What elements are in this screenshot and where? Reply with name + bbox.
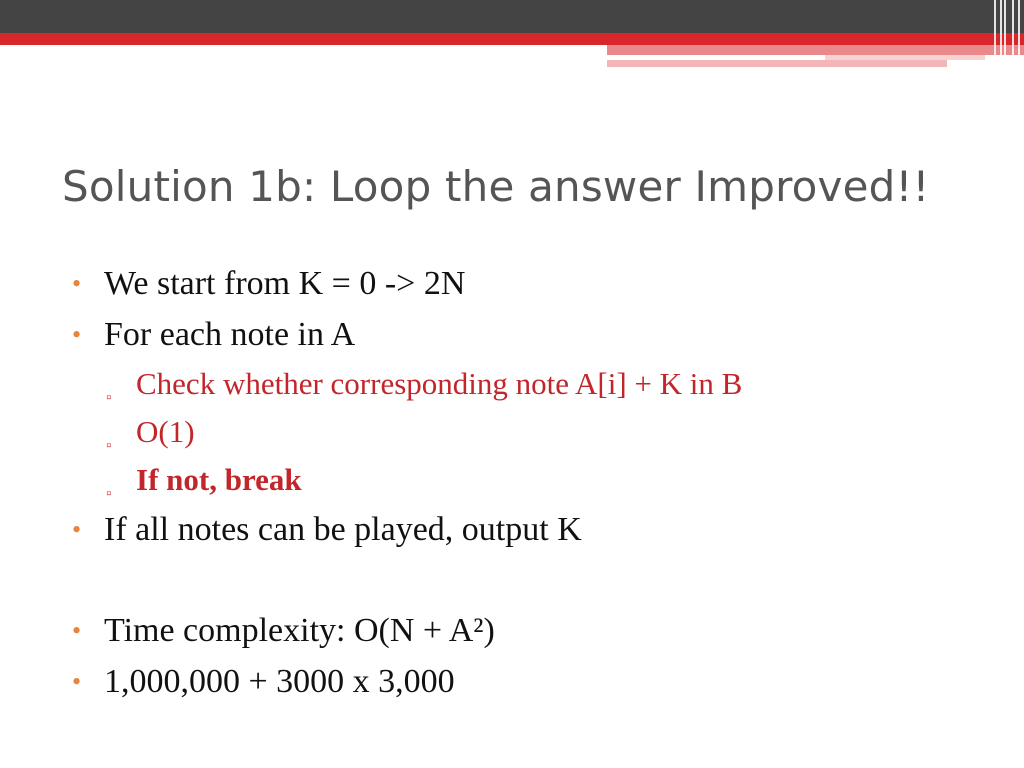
sub-bullet-square-icon: ▫ bbox=[106, 438, 112, 454]
sub-bullet-square-icon: ▫ bbox=[106, 486, 112, 502]
header-dark-bar bbox=[0, 0, 1024, 33]
sub-bullet-item bbox=[72, 408, 992, 456]
slide-title: Solution 1b: Loop the answer Improved!! bbox=[62, 162, 930, 211]
bullet-dot-icon: • bbox=[72, 320, 82, 349]
bullet-item bbox=[72, 656, 992, 707]
bullet-dot-icon: • bbox=[72, 667, 82, 696]
bullet-text: If all notes can be played, output K bbox=[104, 511, 582, 548]
header-stripes bbox=[990, 0, 1024, 70]
bullet-item bbox=[72, 258, 992, 309]
blank-line bbox=[72, 555, 992, 605]
sub-bullet-text: Check whether corresponding note A[i] + K in B bbox=[136, 366, 743, 401]
bullet-item bbox=[72, 504, 992, 555]
bullet-text: Time complexity: O(N + A²) bbox=[104, 612, 495, 649]
header-pink-bar bbox=[607, 45, 1024, 55]
bullet-text: 1,000,000 + 3000 x 3,000 bbox=[104, 663, 455, 700]
sub-bullet-item bbox=[72, 360, 992, 408]
sub-bullet-text: If not, break bbox=[136, 462, 302, 497]
bullet-dot-icon: • bbox=[72, 269, 82, 298]
sub-bullet-item bbox=[72, 456, 992, 504]
bullet-item bbox=[72, 605, 992, 656]
bullet-text: For each note in A bbox=[104, 316, 356, 353]
header-light-pink-bar bbox=[607, 60, 947, 67]
bullet-item bbox=[72, 309, 992, 360]
bullet-dot-icon: • bbox=[72, 616, 82, 645]
slide-body bbox=[72, 258, 992, 707]
header-red-bar bbox=[0, 33, 1024, 45]
sub-bullet-text: O(1) bbox=[136, 414, 195, 449]
bullet-dot-icon: • bbox=[72, 515, 82, 544]
bullet-text: We start from K = 0 -> 2N bbox=[104, 265, 466, 302]
sub-bullet-square-icon: ▫ bbox=[106, 390, 112, 406]
